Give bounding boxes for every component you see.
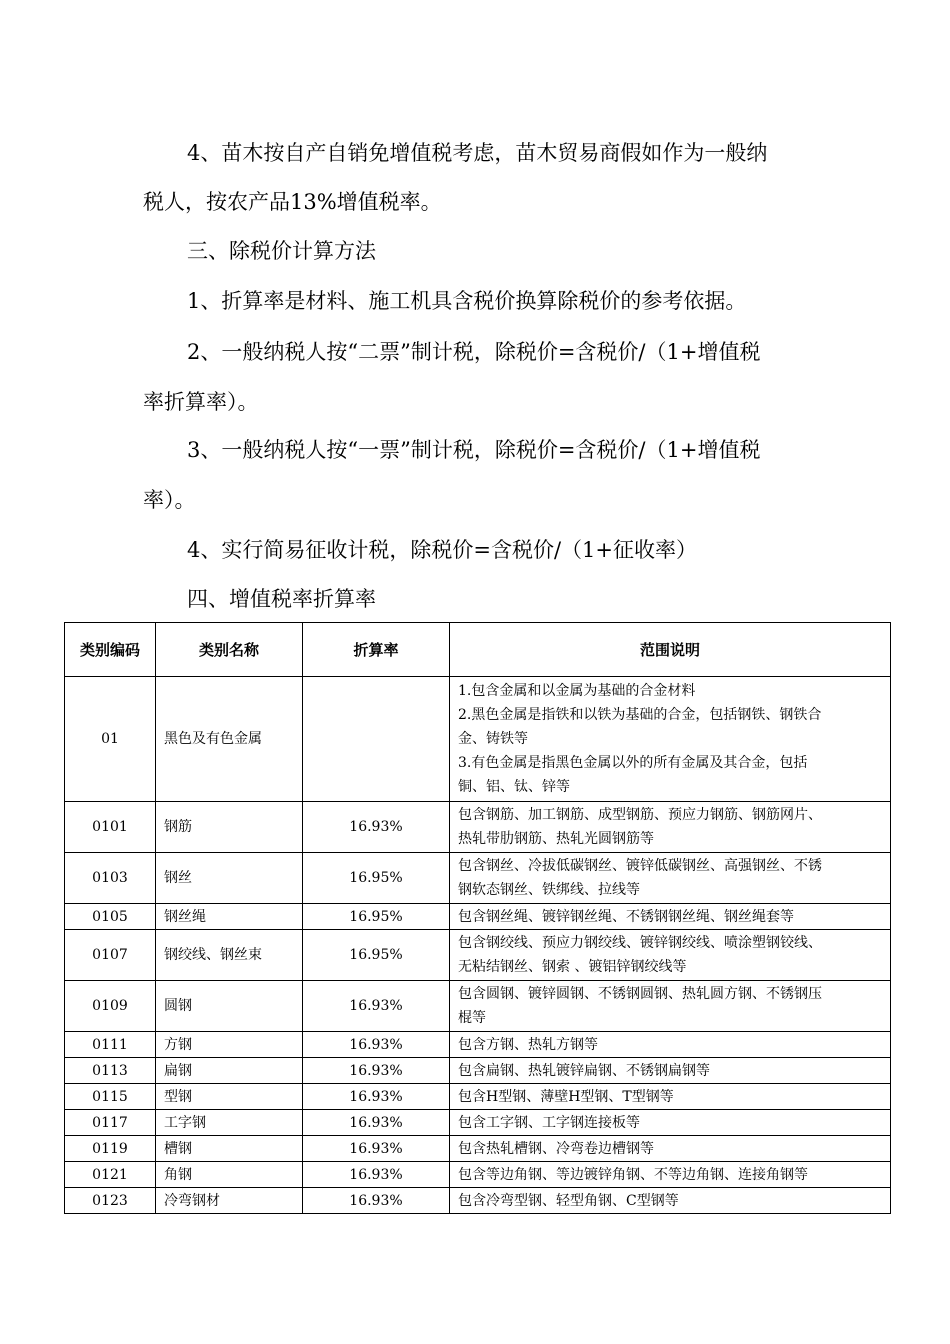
category-code-cell: 0123 [65, 1188, 156, 1214]
category-name-cell: 钢丝 [156, 853, 303, 904]
table-body [65, 677, 891, 1214]
header-category-name: 类别名称 [156, 623, 303, 677]
category-code-cell: 0119 [65, 1136, 156, 1162]
category-code-cell: 01 [65, 677, 156, 802]
conversion-rate-cell: 16.93% [303, 1110, 450, 1136]
scope-description-cell [450, 1162, 891, 1188]
conversion-rate-cell: 16.93% [303, 1188, 450, 1214]
table-row [65, 981, 891, 1032]
category-code-cell: 0109 [65, 981, 156, 1032]
conversion-rate-cell: 16.93% [303, 802, 450, 853]
category-name-cell: 角钢 [156, 1162, 303, 1188]
table-header-row [65, 623, 891, 677]
scope-description-line: 包含H型钢、薄壁H型钢、T型钢等 [458, 1088, 674, 1105]
paragraph-method-3-cont: 率）。 [143, 488, 196, 512]
scope-description-line: 钢软态钢丝、铁绑线、拉线等 [458, 882, 640, 898]
paragraph-rule-4-seedlings: 4、苗木按自产自销免增值税考虑，苗木贸易商假如作为一般纳 [187, 141, 768, 165]
paragraph-rule-4-seedlings-cont: 税人，按农产品13%增值税率。 [143, 190, 442, 214]
scope-description-line: 包含钢绞线、预应力钢绞线、镀锌钢绞线、喷涂塑钢铰线、 [458, 935, 822, 951]
scope-description-line: 金、铸铁等 [458, 731, 528, 747]
conversion-rate-cell: 16.95% [303, 904, 450, 930]
table-row [65, 1188, 891, 1214]
table-row [65, 1032, 891, 1058]
scope-description-line: 包含钢筋、加工钢筋、成型钢筋、预应力钢筋、钢筋网片、 [458, 807, 822, 823]
scope-description-line: 3.有色金属是指黑色金属以外的所有金属及其合金，包括 [458, 755, 808, 771]
category-code-cell: 0121 [65, 1162, 156, 1188]
scope-description-line: 热轧带肋钢筋、热轧光圆钢筋等 [458, 831, 654, 847]
vat-conversion-rate-table [64, 622, 891, 1214]
table-row [65, 1084, 891, 1110]
scope-description-cell [450, 1032, 891, 1058]
paragraph-method-1: 1、折算率是材料、施工机具含税价换算除税价的参考依据。 [187, 289, 747, 313]
conversion-rate-cell [303, 677, 450, 802]
scope-description-cell [450, 1058, 891, 1084]
scope-description-cell [450, 677, 891, 802]
category-name-cell: 黑色及有色金属 [156, 677, 303, 802]
paragraph-method-3: 3、一般纳税人按“一票”制计税，除税价=含税价/（1+增值税 [187, 438, 761, 462]
table-row [65, 677, 891, 802]
table-row [65, 1136, 891, 1162]
conversion-rate-cell: 16.93% [303, 981, 450, 1032]
scope-description-cell [450, 1084, 891, 1110]
category-code-cell: 0111 [65, 1032, 156, 1058]
category-code-cell: 0115 [65, 1084, 156, 1110]
conversion-rate-cell: 16.93% [303, 1058, 450, 1084]
table-row [65, 853, 891, 904]
scope-description-cell [450, 802, 891, 853]
header-category-code: 类别编码 [65, 623, 156, 677]
paragraph-method-2-cont: 率折算率）。 [143, 390, 259, 414]
section-heading-4: 四、增值税率折算率 [187, 587, 376, 611]
scope-description-line: 包含等边角钢、等边镀锌角钢、不等边角钢、连接角钢等 [458, 1166, 808, 1183]
conversion-rate-cell: 16.93% [303, 1162, 450, 1188]
scope-description-cell [450, 1136, 891, 1162]
scope-description-line: 包含热轧槽钢、冷弯卷边槽钢等 [458, 1140, 654, 1157]
scope-description-cell [450, 1188, 891, 1214]
section-heading-3: 三、除税价计算方法 [187, 239, 376, 263]
category-code-cell: 0105 [65, 904, 156, 930]
table-row [65, 802, 891, 853]
category-name-cell: 扁钢 [156, 1058, 303, 1084]
conversion-rate-cell: 16.93% [303, 1084, 450, 1110]
scope-description-cell [450, 853, 891, 904]
scope-description-line: 包含钢丝绳、镀锌钢丝绳、不锈钢钢丝绳、钢丝绳套等 [458, 908, 794, 925]
scope-description-cell [450, 930, 891, 981]
scope-description-line: 包含方钢、热轧方钢等 [458, 1036, 598, 1053]
category-code-cell: 0117 [65, 1110, 156, 1136]
scope-description-cell [450, 904, 891, 930]
scope-description-line: 2.黑色金属是指铁和以铁为基础的合金，包括钢铁、钢铁合 [458, 707, 822, 723]
category-code-cell: 0107 [65, 930, 156, 981]
scope-description-line: 包含冷弯型钢、轻型角钢、C型钢等 [458, 1192, 679, 1209]
category-code-cell: 0103 [65, 853, 156, 904]
category-name-cell: 方钢 [156, 1032, 303, 1058]
scope-description-line: 包含工字钢、工字钢连接板等 [458, 1114, 640, 1131]
scope-description-line: 包含扁钢、热轧镀锌扁钢、不锈钢扁钢等 [458, 1062, 710, 1079]
table-row [65, 904, 891, 930]
header-scope-description: 范围说明 [450, 623, 891, 677]
scope-description-line: 铜、铝、钛、锌等 [458, 779, 570, 795]
conversion-rate-cell: 16.95% [303, 930, 450, 981]
category-name-cell: 钢筋 [156, 802, 303, 853]
scope-description-line: 无粘结钢丝、钢索 、镀铝锌钢绞线等 [458, 959, 687, 975]
scope-description-cell [450, 981, 891, 1032]
category-name-cell: 型钢 [156, 1084, 303, 1110]
conversion-rate-cell: 16.93% [303, 1032, 450, 1058]
paragraph-method-2: 2、一般纳税人按“二票”制计税，除税价=含税价/（1+增值税 [187, 340, 761, 364]
table-row [65, 1058, 891, 1084]
table-row [65, 1110, 891, 1136]
category-name-cell: 圆钢 [156, 981, 303, 1032]
conversion-rate-cell: 16.93% [303, 1136, 450, 1162]
category-name-cell: 工字钢 [156, 1110, 303, 1136]
category-name-cell: 钢丝绳 [156, 904, 303, 930]
scope-description-line: 包含圆钢、镀锌圆钢、不锈钢圆钢、热轧圆方钢、不锈钢压 [458, 986, 822, 1002]
conversion-rate-cell: 16.95% [303, 853, 450, 904]
scope-description-line: 棍等 [458, 1010, 486, 1026]
category-name-cell: 冷弯钢材 [156, 1188, 303, 1214]
category-code-cell: 0113 [65, 1058, 156, 1084]
scope-description-line: 1.包含金属和以金属为基础的合金材料 [458, 683, 696, 699]
paragraph-method-4: 4、实行简易征收计税，除税价=含税价/（1+征收率） [187, 538, 697, 562]
table-row [65, 1162, 891, 1188]
header-conversion-rate: 折算率 [303, 623, 450, 677]
category-code-cell: 0101 [65, 802, 156, 853]
category-name-cell: 槽钢 [156, 1136, 303, 1162]
category-name-cell: 钢绞线、钢丝束 [156, 930, 303, 981]
scope-description-cell [450, 1110, 891, 1136]
table-row [65, 930, 891, 981]
scope-description-line: 包含钢丝、冷拔低碳钢丝、镀锌低碳钢丝、高强钢丝、不锈 [458, 858, 822, 874]
